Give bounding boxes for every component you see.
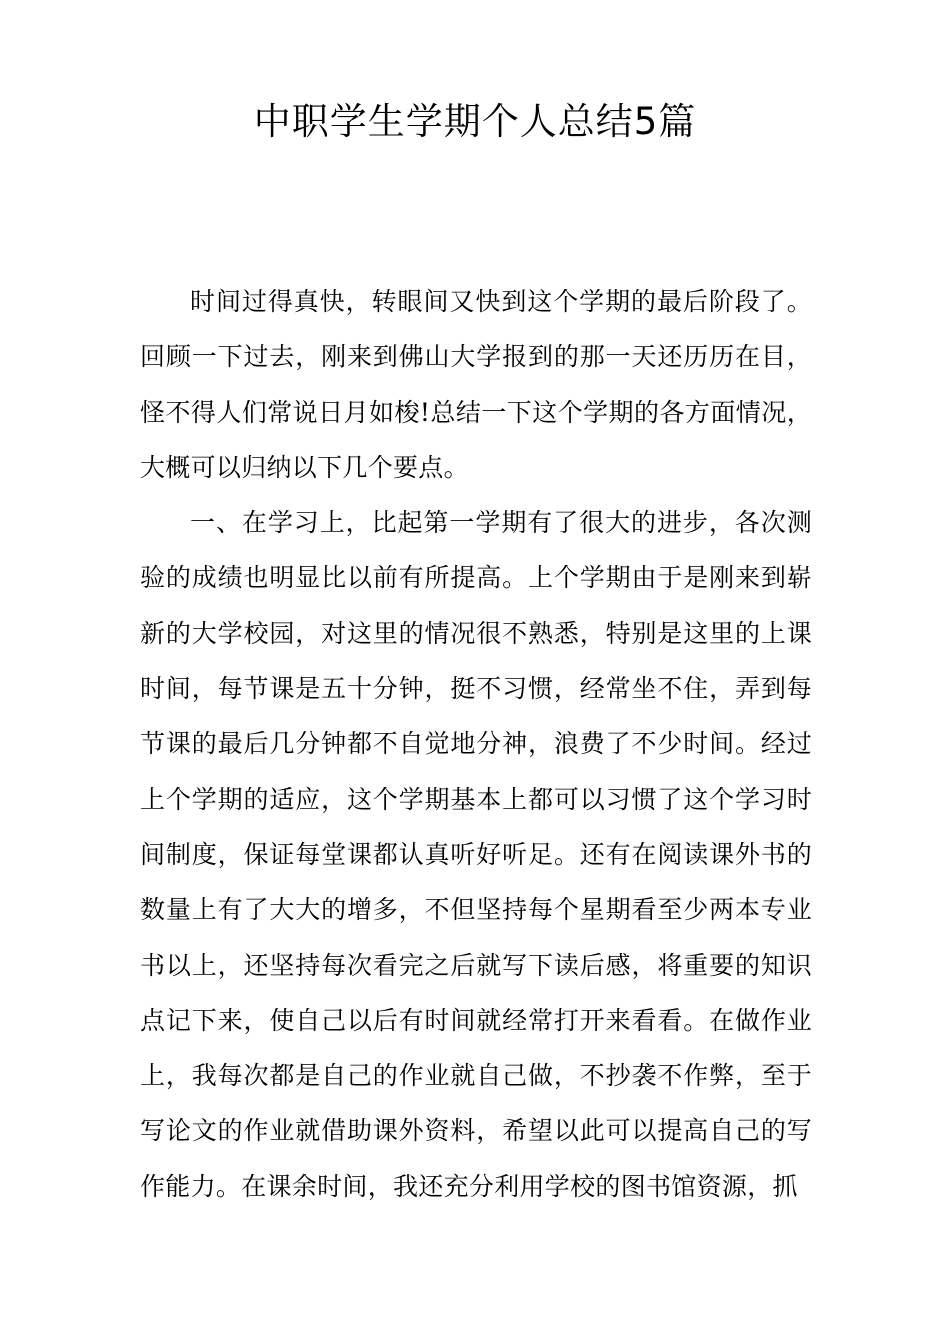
paragraph-intro: 时间过得真快，转眼间又快到这个学期的最后阶段了。回顾一下过去，刚来到佛山大学报到的那一天还历历在目，怪不得人们常说日月如梭!总结一下这个学期的各方面情况，大概可以归纳以下几个要点。 bbox=[140, 287, 812, 482]
document-title: 中职学生学期个人总结5篇 bbox=[253, 100, 697, 143]
paragraph-study: 一、在学习上，比起第一学期有了很大的进步，各次测验的成绩也明显比以前有所提高。上个学期由于是刚来到崭新的大学校园，对这里的情况很不熟悉，特别是这里的上课时间，每节课是五十分钟，挺不习惯，经常坐不住，弄到每节课的最后几分钟都不自觉地分神，浪费了不少时间。经过上个学期的适应，这个学期基本上都可以习惯了这个学习时间制度，保证每堂课都认真听好听足。还有在阅读课外书的数量上有了大大的增多，不但坚持每个星期看至少两本专业书以上，还坚持每次看完之后就写下读后感，将重要的知识点记下来，使自己以后有时间就经常打开来看看。在做作业上，我每次都是自己的作业就自己做，不抄袭不作弊，至于写论文的作业就借助课外资料，希望以此可以提高自己的写作能力。在课余时间，我还充分利用学校的图书馆资源，抓 bbox=[140, 508, 812, 1201]
document-body bbox=[140, 274, 812, 1214]
